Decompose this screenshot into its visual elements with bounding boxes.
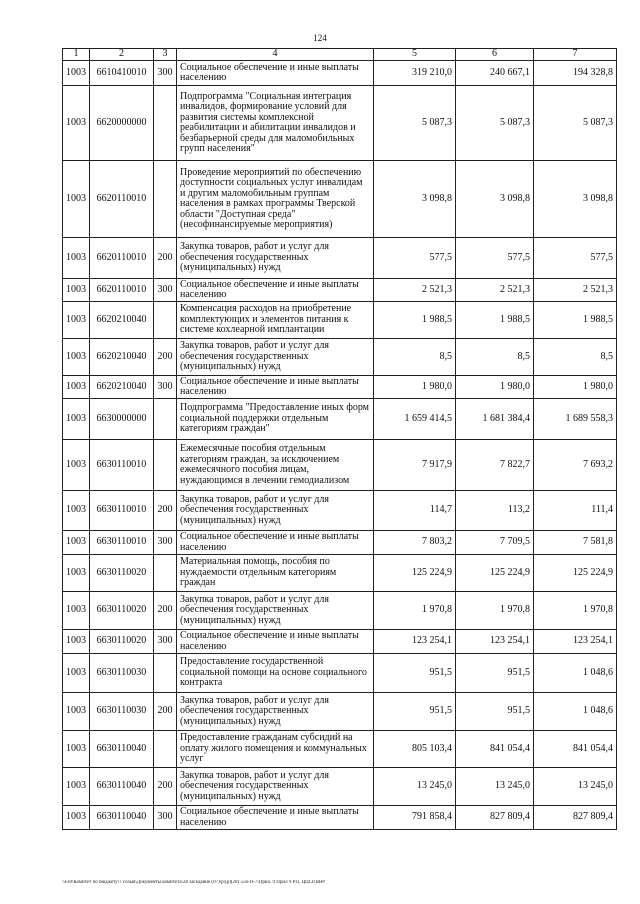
amount-year3-cell: 2 521,3: [534, 279, 617, 302]
target-code-cell: 6630110010: [90, 440, 154, 491]
expense-type-cell: [154, 731, 177, 768]
amount-year2-cell: 5 087,3: [456, 86, 534, 161]
item-name-cell: Социальное обеспечение и иные выплаты населению: [177, 61, 374, 86]
table-row: [63, 399, 617, 440]
table-row: [63, 731, 617, 768]
file-path-footer: \\Fs0\Комитет по бюджету\7 созыв\Документы комитета\28 заседание (07)\р\(р)(28) 556-П-7\Прил. 9 Прил 9 РП, ЦЦСР,ВВР: [62, 880, 325, 885]
item-name-cell: Закупка товаров, работ и услуг для обеспечения государственных (муниципальных) нужд: [177, 339, 374, 376]
target-code-cell: 6630110040: [90, 768, 154, 806]
amount-year1-cell: 123 254,1: [374, 630, 456, 654]
expense-type-cell: [154, 302, 177, 339]
amount-year3-cell: 3 098,8: [534, 161, 617, 238]
item-name-cell: Закупка товаров, работ и услуг для обеспечения государственных (муниципальных) нужд: [177, 693, 374, 731]
expense-type-cell: 200: [154, 592, 177, 630]
section-cell: 1003: [63, 86, 90, 161]
amount-year2-cell: 13 245,0: [456, 768, 534, 806]
amount-year3-cell: 1 048,6: [534, 654, 617, 693]
budget-table: [62, 48, 617, 830]
item-name-cell: Предоставление гражданам субсидий на оплату жилого помещения и коммунальных услуг: [177, 731, 374, 768]
amount-year2-cell: 1 681 384,4: [456, 399, 534, 440]
section-cell: 1003: [63, 238, 90, 279]
amount-year3-cell: 1 048,6: [534, 693, 617, 731]
target-code-cell: 6620110010: [90, 161, 154, 238]
section-cell: 1003: [63, 279, 90, 302]
expense-type-cell: 200: [154, 768, 177, 806]
amount-year2-cell: 113,2: [456, 491, 534, 531]
table-row: [63, 531, 617, 555]
amount-year2-cell: 827 809,4: [456, 806, 534, 830]
item-name-cell: Проведение мероприятий по обеспечению доступности социальных услуг инвалидам и другим маломобильным группам населения в рамках программы Тверской области "Доступная среда" (несофинансируемые мероприятия): [177, 161, 374, 238]
item-name-cell: Закупка товаров, работ и услуг для обеспечения государственных (муниципальных) нужд: [177, 491, 374, 531]
amount-year2-cell: 1 970,8: [456, 592, 534, 630]
item-name-cell: Компенсация расходов на приобретение комплектующих и элементов питания к системе кохлеарной имплантации: [177, 302, 374, 339]
table-row: [63, 555, 617, 592]
amount-year1-cell: 13 245,0: [374, 768, 456, 806]
table-row: [63, 61, 617, 86]
item-name-cell: Социальное обеспечение и иные выплаты населению: [177, 630, 374, 654]
item-name-cell: Закупка товаров, работ и услуг для обеспечения государственных (муниципальных) нужд: [177, 592, 374, 630]
section-cell: 1003: [63, 440, 90, 491]
page-number: 124: [313, 33, 327, 43]
amount-year2-cell: 951,5: [456, 654, 534, 693]
expense-type-cell: 200: [154, 693, 177, 731]
target-code-cell: 6620210040: [90, 302, 154, 339]
section-cell: 1003: [63, 61, 90, 86]
item-name-cell: Предоставление государственной социальной помощи на основе социального контракта: [177, 654, 374, 693]
amount-year3-cell: 5 087,3: [534, 86, 617, 161]
item-name-cell: Социальное обеспечение и иные выплаты населению: [177, 806, 374, 830]
target-code-cell: 6630110030: [90, 693, 154, 731]
table-row: [63, 279, 617, 302]
table-row: [63, 376, 617, 399]
amount-year1-cell: 951,5: [374, 654, 456, 693]
table-row: [63, 339, 617, 376]
expense-type-cell: 200: [154, 238, 177, 279]
amount-year1-cell: 1 659 414,5: [374, 399, 456, 440]
amount-year1-cell: 805 103,4: [374, 731, 456, 768]
table-row: [63, 693, 617, 731]
section-cell: 1003: [63, 339, 90, 376]
amount-year3-cell: 7 693,2: [534, 440, 617, 491]
target-code-cell: 6630110040: [90, 806, 154, 830]
item-name-cell: Закупка товаров, работ и услуг для обеспечения государственных (муниципальных) нужд: [177, 238, 374, 279]
expense-type-cell: [154, 161, 177, 238]
amount-year3-cell: 1 970,8: [534, 592, 617, 630]
amount-year1-cell: 791 858,4: [374, 806, 456, 830]
expense-type-cell: 300: [154, 279, 177, 302]
target-code-cell: 6630110020: [90, 555, 154, 592]
amount-year3-cell: 13 245,0: [534, 768, 617, 806]
target-code-cell: 6620210040: [90, 376, 154, 399]
table-row: [63, 491, 617, 531]
amount-year3-cell: 111,4: [534, 491, 617, 531]
table-row: [63, 768, 617, 806]
amount-year3-cell: 125 224,9: [534, 555, 617, 592]
section-cell: 1003: [63, 768, 90, 806]
section-cell: 1003: [63, 376, 90, 399]
expense-type-cell: 300: [154, 806, 177, 830]
amount-year1-cell: 8,5: [374, 339, 456, 376]
expense-type-cell: [154, 440, 177, 491]
amount-year3-cell: 577,5: [534, 238, 617, 279]
target-code-cell: 6610410010: [90, 61, 154, 86]
amount-year3-cell: 194 328,8: [534, 61, 617, 86]
amount-year2-cell: 240 667,1: [456, 61, 534, 86]
table-row: [63, 86, 617, 161]
amount-year1-cell: 114,7: [374, 491, 456, 531]
amount-year1-cell: 125 224,9: [374, 555, 456, 592]
target-code-cell: 6630110020: [90, 630, 154, 654]
item-name-cell: Подпрограмма "Предоставление иных форм социальной поддержки отдельным категориям граждан": [177, 399, 374, 440]
section-cell: 1003: [63, 491, 90, 531]
target-code-cell: 6620110010: [90, 279, 154, 302]
target-code-cell: 6630110010: [90, 491, 154, 531]
header-cell: 5: [374, 49, 456, 61]
amount-year2-cell: 7 822,7: [456, 440, 534, 491]
section-cell: 1003: [63, 630, 90, 654]
expense-type-cell: [154, 654, 177, 693]
amount-year3-cell: 841 054,4: [534, 731, 617, 768]
table-row: [63, 592, 617, 630]
amount-year1-cell: 7 803,2: [374, 531, 456, 555]
header-cell: 2: [90, 49, 154, 61]
target-code-cell: 6630110040: [90, 731, 154, 768]
target-code-cell: 6630110020: [90, 592, 154, 630]
table-row: [63, 238, 617, 279]
target-code-cell: 6620000000: [90, 86, 154, 161]
section-cell: 1003: [63, 806, 90, 830]
item-name-cell: Социальное обеспечение и иные выплаты населению: [177, 531, 374, 555]
expense-type-cell: 200: [154, 339, 177, 376]
section-cell: 1003: [63, 555, 90, 592]
amount-year3-cell: 827 809,4: [534, 806, 617, 830]
section-cell: 1003: [63, 592, 90, 630]
header-cell: 6: [456, 49, 534, 61]
target-code-cell: 6630000000: [90, 399, 154, 440]
item-name-cell: Социальное обеспечение и иные выплаты населению: [177, 376, 374, 399]
expense-type-cell: 300: [154, 531, 177, 555]
amount-year1-cell: 7 917,9: [374, 440, 456, 491]
target-code-cell: 6630110030: [90, 654, 154, 693]
section-cell: 1003: [63, 161, 90, 238]
amount-year2-cell: 125 224,9: [456, 555, 534, 592]
table-row: [63, 161, 617, 238]
amount-year3-cell: 1 988,5: [534, 302, 617, 339]
amount-year1-cell: 1 988,5: [374, 302, 456, 339]
target-code-cell: 6620210040: [90, 339, 154, 376]
section-cell: 1003: [63, 731, 90, 768]
amount-year2-cell: 1 980,0: [456, 376, 534, 399]
amount-year2-cell: 577,5: [456, 238, 534, 279]
expense-type-cell: [154, 399, 177, 440]
header-cell: 1: [63, 49, 90, 61]
expense-type-cell: 300: [154, 61, 177, 86]
header-cell: 3: [154, 49, 177, 61]
amount-year1-cell: 319 210,0: [374, 61, 456, 86]
amount-year1-cell: 577,5: [374, 238, 456, 279]
expense-type-cell: [154, 86, 177, 161]
item-name-cell: Ежемесячные пособия отдельным категориям граждан, за исключением ежемесячного пособия лицам, нуждающимся в лечении гемодиализом: [177, 440, 374, 491]
item-name-cell: Материальная помощь, пособия по нуждаемости отдельным категориям граждан: [177, 555, 374, 592]
table-row: [63, 654, 617, 693]
amount-year1-cell: 5 087,3: [374, 86, 456, 161]
amount-year1-cell: 3 098,8: [374, 161, 456, 238]
target-code-cell: 6620110010: [90, 238, 154, 279]
amount-year3-cell: 1 980,0: [534, 376, 617, 399]
item-name-cell: Социальное обеспечение и иные выплаты населению: [177, 279, 374, 302]
amount-year2-cell: 841 054,4: [456, 731, 534, 768]
amount-year2-cell: 123 254,1: [456, 630, 534, 654]
expense-type-cell: 200: [154, 491, 177, 531]
table-row: [63, 440, 617, 491]
amount-year1-cell: 2 521,3: [374, 279, 456, 302]
amount-year1-cell: 1 970,8: [374, 592, 456, 630]
amount-year3-cell: 123 254,1: [534, 630, 617, 654]
table-row: [63, 302, 617, 339]
amount-year2-cell: 3 098,8: [456, 161, 534, 238]
expense-type-cell: 300: [154, 630, 177, 654]
section-cell: 1003: [63, 693, 90, 731]
table-row: [63, 806, 617, 830]
amount-year2-cell: 951,5: [456, 693, 534, 731]
section-cell: 1003: [63, 399, 90, 440]
item-name-cell: Подпрограмма "Социальная интеграция инвалидов, формирование условий для развития системы комплексной реабилитации и абилитации инвалидов и безбарьерной среды для маломобильных групп населения": [177, 86, 374, 161]
section-cell: 1003: [63, 531, 90, 555]
amount-year2-cell: 8,5: [456, 339, 534, 376]
expense-type-cell: 300: [154, 376, 177, 399]
amount-year1-cell: 1 980,0: [374, 376, 456, 399]
amount-year3-cell: 7 581,8: [534, 531, 617, 555]
header-cell: 4: [177, 49, 374, 61]
amount-year2-cell: 2 521,3: [456, 279, 534, 302]
header-cell: 7: [534, 49, 617, 61]
target-code-cell: 6630110010: [90, 531, 154, 555]
amount-year2-cell: 7 709,5: [456, 531, 534, 555]
section-cell: 1003: [63, 654, 90, 693]
table-header-row: [63, 49, 617, 61]
amount-year2-cell: 1 988,5: [456, 302, 534, 339]
amount-year3-cell: 1 689 558,3: [534, 399, 617, 440]
table-row: [63, 630, 617, 654]
amount-year3-cell: 8,5: [534, 339, 617, 376]
section-cell: 1003: [63, 302, 90, 339]
expense-type-cell: [154, 555, 177, 592]
item-name-cell: Закупка товаров, работ и услуг для обеспечения государственных (муниципальных) нужд: [177, 768, 374, 806]
amount-year1-cell: 951,5: [374, 693, 456, 731]
